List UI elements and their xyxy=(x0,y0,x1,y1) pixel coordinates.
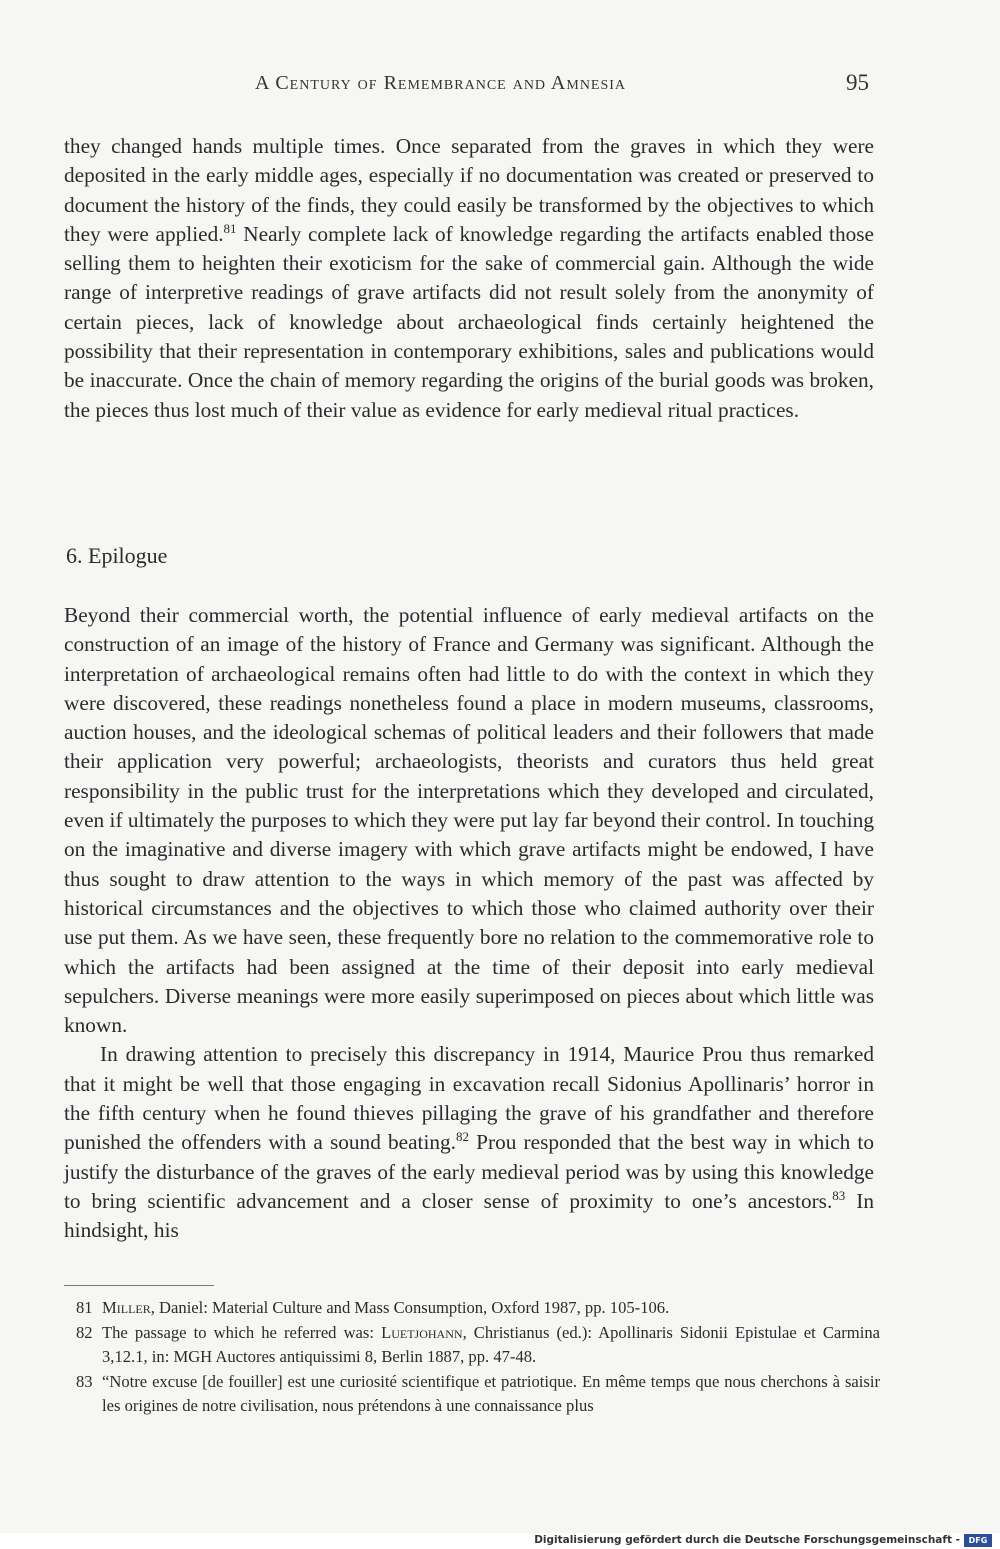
paragraph-2: Beyond their commercial worth, the potential influence of early medieval artifacts on the construction of an image of the history of France and Germany was significant. Although the interpretation of archaeological remains often had little to do with the context in which they were discovered, these readings nonetheless found a place in modern museums, classrooms, auction houses, and the ideological schemas of political leaders and their followers that made their application very powerful; archaeologists, theorists and curators thus held great responsibility in the public trust for the interpretations which they developed and circulated, even if ultimately the purposes to which they were put lay far beyond their control. In touching on the imaginative and diverse imagery with which grave artifacts might be endowed, I have thus sought to draw attention to the ways in which memory of the past was affected by historical circumstances and the objectives to which those who claimed authority over their use put them. As we have seen, these frequently bore no relation to the commemorative role to which the artifacts had been assigned at the time of their deposit into early medieval sepulchers. Diverse meanings were more easily superimposed on pieces about which little was known. xyxy=(64,603,874,1038)
running-title: A Century of Remembrance and Amnesia xyxy=(255,72,627,94)
footnote-ref-81[interactable]: 81 xyxy=(223,220,237,236)
footnote-81 xyxy=(76,1296,880,1320)
paragraph-3-text-c: In hindsight, his xyxy=(64,1188,874,1243)
paragraph-1-text-b: Nearly complete lack of knowledge regarding the artifacts enabled those selling them to heighten their exoticism for the sake of commercial gain. Although the wide range of interpretive readings of grave artifacts did not result solely from the anonymity of certain pieces, lack of knowledge about archaeological finds certainly heightened the possibility that their representation in contemporary exhibitions, sales and publications would be inaccurate. Once the chain of memory regarding the origins of the burial goods was broken, the pieces thus lost much of their value as evidence for early medieval ritual practices. xyxy=(64,221,874,422)
footnote-ref-82[interactable]: 82 xyxy=(456,1129,470,1145)
footnote-82 xyxy=(76,1321,880,1369)
running-head xyxy=(0,72,1000,102)
page-number: 95 xyxy=(846,70,869,95)
paragraph-3-text-a: In drawing attention to precisely this discrepancy in 1914, Maurice Prou thus remarked that it might be well that those engaging in excavation recall Sidonius Apollinaris’ horror in the fifth century when he found thieves pillaging the grave of his grandfather and therefore punished the offenders with a sound beating. xyxy=(64,1042,874,1155)
footnote-text: , Daniel: Material Culture and Mass Consumption, Oxford 1987, pp. 105-106. xyxy=(150,1298,670,1317)
funding-bar xyxy=(0,1533,1000,1549)
footnote-lead: The passage to which he referred was: xyxy=(102,1323,382,1342)
dfg-logo[interactable]: DFG xyxy=(964,1534,992,1547)
footnote-number: 83 xyxy=(76,1372,93,1391)
footnote-text: , Christianus (ed.): Apollinaris Sidonii Epistulae et Carmina 3,12.1, in: MGH Auctores antiquissimi 8, Berlin 1887, pp. 47-48. xyxy=(102,1323,880,1366)
footnote-divider xyxy=(64,1285,214,1286)
footnote-ref-83[interactable]: 83 xyxy=(832,1187,846,1203)
funding-credit: Digitalisierung gefördert durch die Deutsche Forschungsgemeinschaft - xyxy=(534,1534,960,1546)
paragraph-3-text-b: Prou responded that the best way in which to justify the disturbance of the graves of the early medieval period was by using this knowledge to bring scientific advancement and a closer sense of proximity to one’s ancestors. xyxy=(64,1130,874,1213)
footnote-number: 82 xyxy=(76,1323,93,1342)
section-heading: 6. Epilogue xyxy=(66,543,168,568)
footnotes xyxy=(76,1296,880,1419)
paragraph-1 xyxy=(64,132,874,425)
paragraph-3 xyxy=(64,1040,874,1245)
epilogue-text xyxy=(64,601,874,1246)
footnote-author: Miller xyxy=(102,1298,151,1317)
footnote-author: Luetjohann xyxy=(381,1323,463,1342)
paragraph-1-text-a: they changed hands multiple times. Once separated from the graves in which they were deposited in the early middle ages, especially if no documentation was created or preserved to document the history of the finds, they could easily be transformed by the objectives to which they were applied. xyxy=(64,134,874,246)
footnote-text: “Notre excuse [de fouiller] est une curiosité scientifique et patriotique. En même temps que nous cherchons à saisir les origines de notre civilisation, nous prétendons à une connaissance plus xyxy=(102,1372,880,1415)
footnote-83 xyxy=(76,1370,880,1418)
footnote-number: 81 xyxy=(76,1298,93,1317)
